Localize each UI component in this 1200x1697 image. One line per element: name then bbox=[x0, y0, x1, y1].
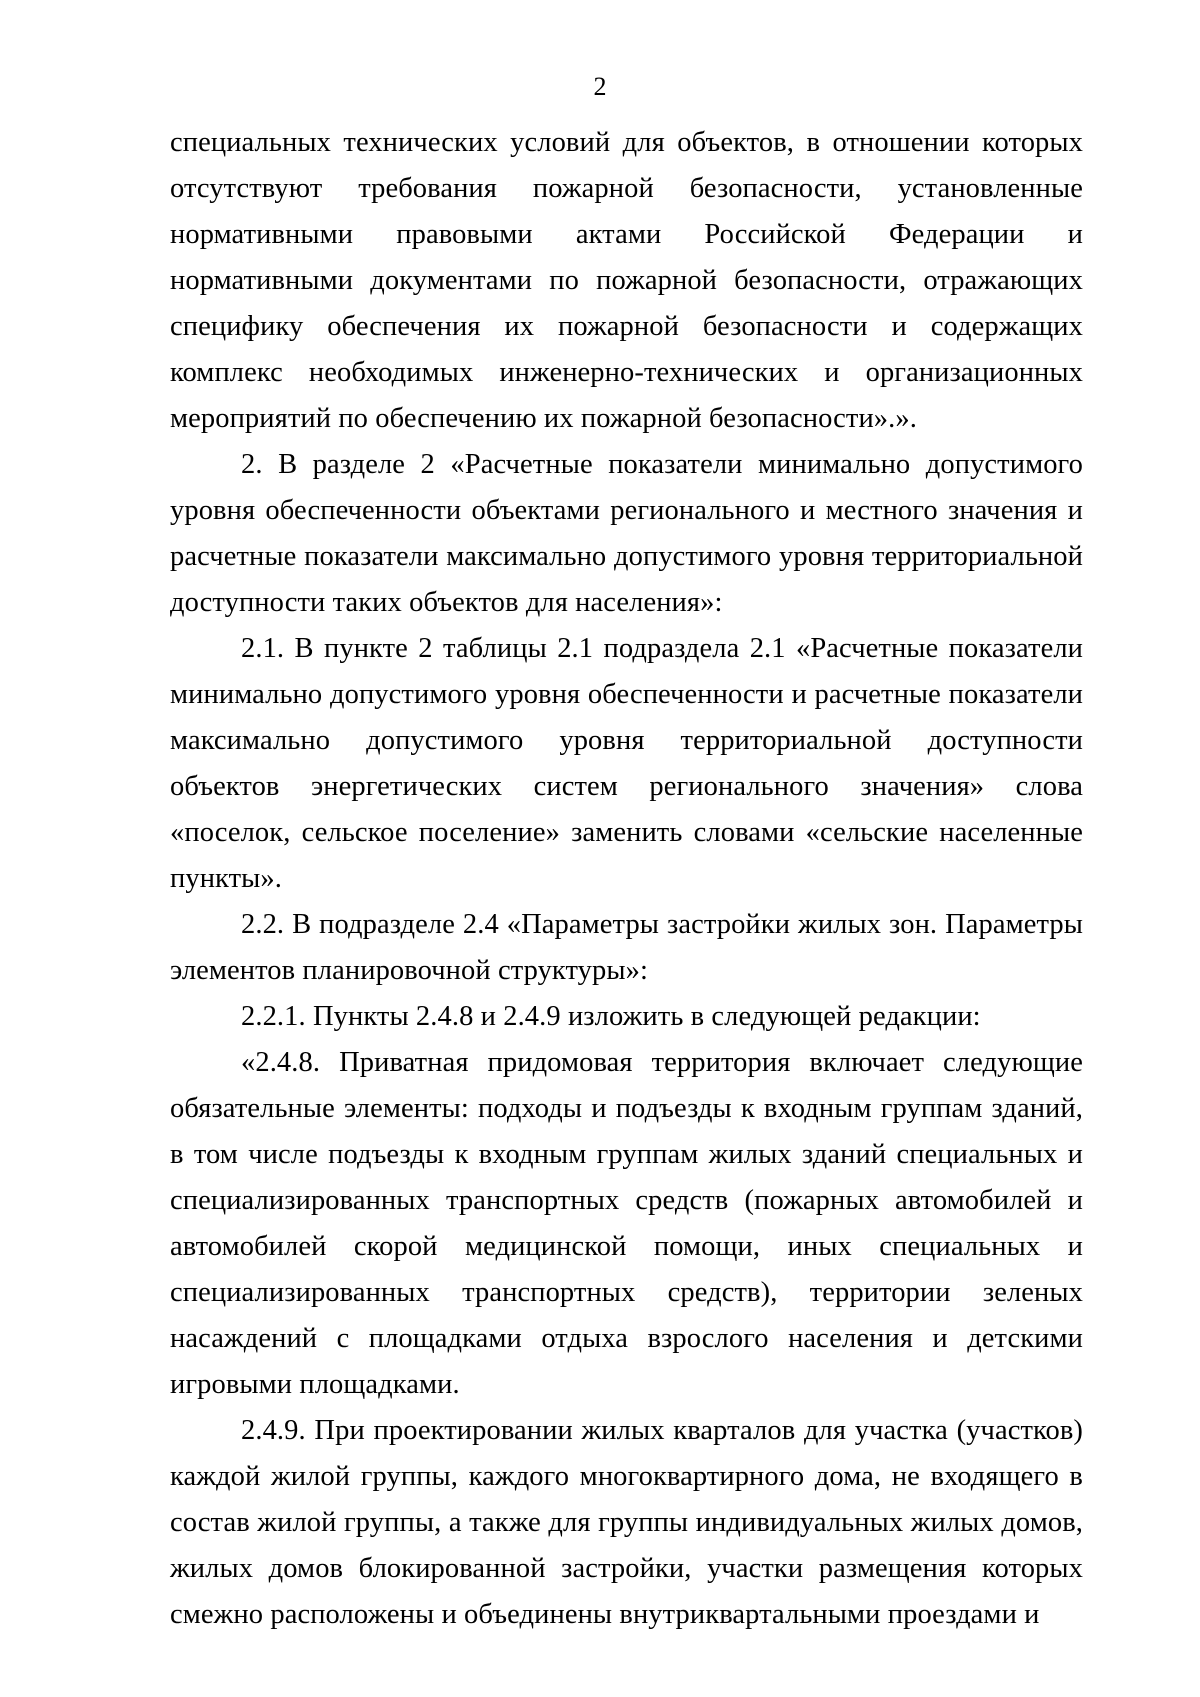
paragraph-item-2-1: 2.1. В пункте 2 таблицы 2.1 подраздела 2.1 «Расчетные показатели минимально допустимого уровня обеспеченности и расчетные показатели максимально допустимого уровня территориальной доступности объектов энергетических систем регионального значения» слова «поселок, сельское поселение» заменить словами «сельские населенные пункты». bbox=[170, 633, 1083, 894]
paragraph-section-2: 2. В разделе 2 «Расчетные показатели минимально допустимого уровня обеспеченности объектами регионального и местного значения и расчетные показатели максимально допустимого уровня территориальной доступности таких объектов для населения»: bbox=[170, 449, 1083, 618]
paragraph-item-2-2-1: 2.2.1. Пункты 2.4.8 и 2.4.9 изложить в следующей редакции: bbox=[241, 1001, 981, 1032]
paragraph-continuation: специальных технических условий для объектов, в отношении которых отсутствуют требования пожарной безопасности, установленные нормативными правовыми актами Российской Федерации и нормативными документами по пожарной безопасности, отражающих специфику обеспечения их пожарной безопасности и содержащих комплекс необходимых инженерно-технических и организационных мероприятий по обеспечению их пожарной безопасности».». bbox=[170, 127, 1083, 434]
paragraph-item-2-4-8: «2.4.8. Приватная придомовая территория включает следующие обязательные элементы: подходы и подъезды к входным группам зданий, в том числе подъезды к входным группам жилых зданий специальных и специализированных транспортных средств (пожарных автомобилей и автомобилей скорой медицинской помощи, иных специальных и специализированных транспортных средств), территории зеленых насаждений с площадками отдыха взрослого населения и детскими игровыми площадками. bbox=[170, 1047, 1083, 1400]
paragraph-item-2-2: 2.2. В подразделе 2.4 «Параметры застройки жилых зон. Параметры элементов планировочной структуры»: bbox=[170, 909, 1083, 986]
page-number: 2 bbox=[593, 72, 607, 101]
document-body bbox=[170, 120, 1083, 1638]
paragraph-item-2-4-9: 2.4.9. При проектировании жилых кварталов для участка (участков) каждой жилой группы, каждого многоквартирного дома, не входящего в состав жилой группы, а также для группы индивидуальных жилых домов, жилых домов блокированной застройки, участки размещения которых смежно расположены и объединены внутриквартальными проездами и bbox=[170, 1415, 1083, 1630]
